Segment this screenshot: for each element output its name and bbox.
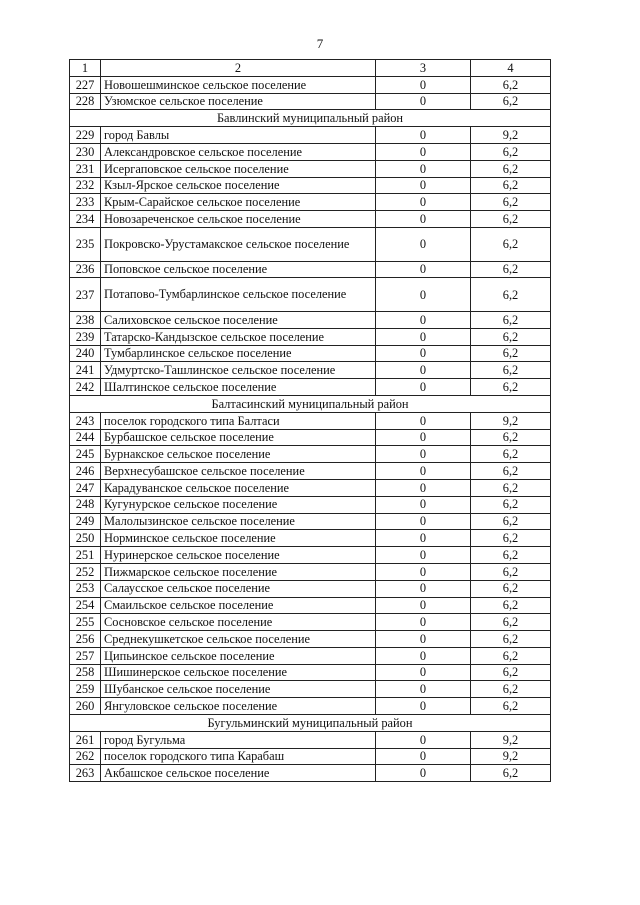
table-row [70,731,551,748]
settlement-name: Салаусское сельское поселение [101,580,376,597]
settlement-name: Кугунурское сельское поселение [101,496,376,513]
settlement-name: Потапово-Тумбарлинское сельское поселение [101,278,376,312]
row-number: 232 [70,177,101,194]
value-col-3: 0 [376,681,471,698]
value-col-4: 6,2 [471,513,551,530]
table-row [70,513,551,530]
value-col-3: 0 [376,261,471,278]
value-col-4: 6,2 [471,664,551,681]
value-col-4: 6,2 [471,261,551,278]
value-col-4: 6,2 [471,496,551,513]
settlement-name: Бурбашское сельское поселение [101,429,376,446]
settlement-name: Ципьинское сельское поселение [101,647,376,664]
value-col-4: 6,2 [471,530,551,547]
value-col-3: 0 [376,194,471,211]
value-col-3: 0 [376,647,471,664]
settlement-name: Исергаповское сельское поселение [101,160,376,177]
row-number: 238 [70,311,101,328]
row-number: 243 [70,412,101,429]
table-row [70,429,551,446]
row-number: 260 [70,698,101,715]
value-col-3: 0 [376,748,471,765]
value-col-3: 0 [376,227,471,261]
table-row [70,177,551,194]
table-row [70,463,551,480]
table-row [70,479,551,496]
settlement-name: Крым-Сарайское сельское поселение [101,194,376,211]
row-number: 253 [70,580,101,597]
table-row [70,278,551,312]
row-number: 230 [70,143,101,160]
settlement-name: Пижмарское сельское поселение [101,563,376,580]
value-col-3: 0 [376,513,471,530]
row-number: 258 [70,664,101,681]
value-col-3: 0 [376,731,471,748]
row-number: 247 [70,479,101,496]
settlement-name: Салиховское сельское поселение [101,311,376,328]
value-col-3: 0 [376,345,471,362]
value-col-3: 0 [376,698,471,715]
value-col-4: 6,2 [471,328,551,345]
section-title: Балтасинский муниципальный район [70,395,551,412]
table-row [70,597,551,614]
row-number: 249 [70,513,101,530]
value-col-3: 0 [376,93,471,110]
section-row [70,110,551,127]
row-number: 262 [70,748,101,765]
value-col-3: 0 [376,614,471,631]
value-col-4: 9,2 [471,731,551,748]
settlement-name: Новозареченское сельское поселение [101,211,376,228]
value-col-4: 6,2 [471,479,551,496]
table-row [70,211,551,228]
value-col-4: 6,2 [471,563,551,580]
settlement-name: Норминское сельское поселение [101,530,376,547]
settlements-table [69,59,551,782]
settlement-name: Тумбарлинское сельское поселение [101,345,376,362]
row-number: 242 [70,379,101,396]
table-row [70,194,551,211]
row-number: 248 [70,496,101,513]
value-col-3: 0 [376,765,471,782]
value-col-3: 0 [376,530,471,547]
value-col-4: 6,2 [471,429,551,446]
row-number: 254 [70,597,101,614]
header-cell-1: 1 [70,60,101,77]
value-col-3: 0 [376,311,471,328]
table-row [70,143,551,160]
row-number: 233 [70,194,101,211]
settlement-name: Шалтинское сельское поселение [101,379,376,396]
row-number: 234 [70,211,101,228]
settlement-name: Среднекушкетское сельское поселение [101,631,376,648]
value-col-4: 6,2 [471,93,551,110]
row-number: 261 [70,731,101,748]
settlement-name: Шишинерское сельское поселение [101,664,376,681]
value-col-3: 0 [376,278,471,312]
table-row [70,345,551,362]
header-cell-3: 3 [376,60,471,77]
value-col-3: 0 [376,211,471,228]
value-col-3: 0 [376,143,471,160]
row-number: 228 [70,93,101,110]
value-col-3: 0 [376,177,471,194]
value-col-3: 0 [376,379,471,396]
table-row [70,631,551,648]
settlement-name: Новошешминское сельское поселение [101,76,376,93]
value-col-3: 0 [376,631,471,648]
settlement-name: Акбашское сельское поселение [101,765,376,782]
value-col-4: 6,2 [471,76,551,93]
settlement-name: поселок городского типа Балтаси [101,412,376,429]
table-row [70,765,551,782]
settlement-name: Покровско-Урустамакское сельское поселение [101,227,376,261]
value-col-4: 6,2 [471,580,551,597]
value-col-4: 6,2 [471,698,551,715]
table-row [70,311,551,328]
table-row [70,446,551,463]
row-number: 256 [70,631,101,648]
value-col-4: 6,2 [471,143,551,160]
value-col-3: 0 [376,446,471,463]
row-number: 259 [70,681,101,698]
settlement-name: Удмуртско-Ташлинское сельское поселение [101,362,376,379]
value-col-3: 0 [376,664,471,681]
table-row [70,698,551,715]
value-col-3: 0 [376,496,471,513]
table-row [70,563,551,580]
row-number: 245 [70,446,101,463]
header-cell-2: 2 [101,60,376,77]
page-number: 7 [316,36,324,51]
value-col-3: 0 [376,479,471,496]
row-number: 255 [70,614,101,631]
value-col-3: 0 [376,429,471,446]
table-row [70,748,551,765]
row-number: 231 [70,160,101,177]
section-title: Бугульминский муниципальный район [70,715,551,732]
settlement-name: поселок городского типа Карабаш [101,748,376,765]
value-col-3: 0 [376,76,471,93]
section-row [70,715,551,732]
table-row [70,547,551,564]
value-col-4: 6,2 [471,647,551,664]
table-row [70,580,551,597]
settlement-name: Сосновское сельское поселение [101,614,376,631]
table-row [70,496,551,513]
table-row [70,379,551,396]
settlement-name: Поповское сельское поселение [101,261,376,278]
value-col-3: 0 [376,563,471,580]
value-col-4: 6,2 [471,547,551,564]
row-number: 241 [70,362,101,379]
table-row [70,127,551,144]
row-number: 229 [70,127,101,144]
value-col-4: 6,2 [471,362,551,379]
row-number: 244 [70,429,101,446]
value-col-3: 0 [376,463,471,480]
table-row [70,160,551,177]
value-col-3: 0 [376,362,471,379]
settlement-name: Шубанское сельское поселение [101,681,376,698]
settlement-name: Карадуванское сельское поселение [101,479,376,496]
row-number: 227 [70,76,101,93]
settlement-name: Янгуловское сельское поселение [101,698,376,715]
value-col-4: 9,2 [471,748,551,765]
row-number: 257 [70,647,101,664]
settlement-name: Узюмское сельское поселение [101,93,376,110]
value-col-3: 0 [376,160,471,177]
row-number: 236 [70,261,101,278]
settlement-name: город Бугульма [101,731,376,748]
row-number: 252 [70,563,101,580]
settlement-name: Верхнесубашское сельское поселение [101,463,376,480]
value-col-4: 6,2 [471,177,551,194]
value-col-4: 6,2 [471,278,551,312]
table-row [70,530,551,547]
value-col-4: 6,2 [471,614,551,631]
value-col-4: 6,2 [471,311,551,328]
table-body [70,60,551,782]
settlement-name: Малолызинское сельское поселение [101,513,376,530]
row-number: 240 [70,345,101,362]
value-col-4: 6,2 [471,160,551,177]
value-col-3: 0 [376,328,471,345]
section-row [70,395,551,412]
value-col-3: 0 [376,597,471,614]
value-col-4: 6,2 [471,345,551,362]
row-number: 239 [70,328,101,345]
table-row [70,681,551,698]
table-row [70,261,551,278]
value-col-3: 0 [376,412,471,429]
value-col-4: 6,2 [471,463,551,480]
settlement-name: Бурнакское сельское поселение [101,446,376,463]
value-col-4: 6,2 [471,597,551,614]
value-col-3: 0 [376,127,471,144]
settlement-name: Нуринерское сельское поселение [101,547,376,564]
table-row [70,76,551,93]
table-row [70,362,551,379]
row-number: 263 [70,765,101,782]
settlement-name: Кзыл-Ярское сельское поселение [101,177,376,194]
value-col-3: 0 [376,580,471,597]
row-number: 246 [70,463,101,480]
value-col-4: 6,2 [471,681,551,698]
value-col-4: 6,2 [471,211,551,228]
row-number: 250 [70,530,101,547]
row-number: 251 [70,547,101,564]
table-row [70,664,551,681]
table-row [70,412,551,429]
value-col-4: 9,2 [471,127,551,144]
section-title: Бавлинский муниципальный район [70,110,551,127]
value-col-4: 6,2 [471,379,551,396]
value-col-4: 6,2 [471,227,551,261]
table-row [70,647,551,664]
table-row [70,93,551,110]
header-row [70,60,551,77]
value-col-4: 9,2 [471,412,551,429]
table-row [70,328,551,345]
table-row [70,614,551,631]
value-col-3: 0 [376,547,471,564]
value-col-4: 6,2 [471,631,551,648]
table-row [70,227,551,261]
value-col-4: 6,2 [471,765,551,782]
settlement-name: город Бавлы [101,127,376,144]
header-cell-4: 4 [471,60,551,77]
value-col-4: 6,2 [471,446,551,463]
row-number: 237 [70,278,101,312]
settlement-name: Александровское сельское поселение [101,143,376,160]
settlement-name: Смаильское сельское поселение [101,597,376,614]
value-col-4: 6,2 [471,194,551,211]
row-number: 235 [70,227,101,261]
settlement-name: Татарско-Кандызское сельское поселение [101,328,376,345]
